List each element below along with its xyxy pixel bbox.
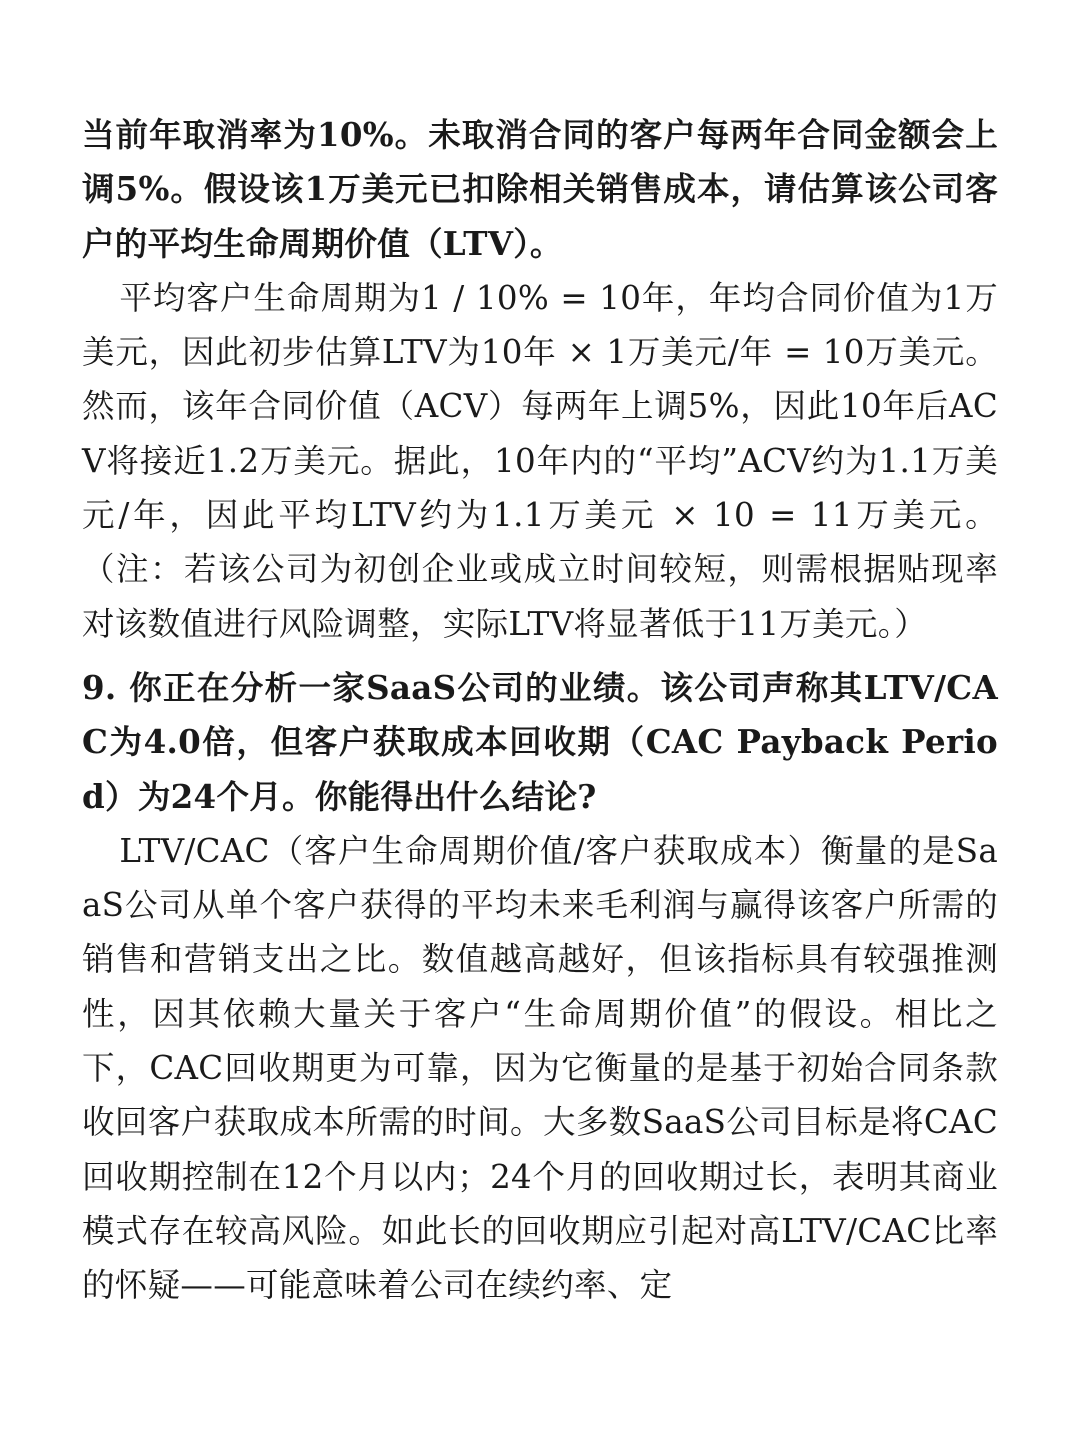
answer-9-text: LTV/CAC（客户生命周期价值/客户获取成本）衡量的是SaaS公司从单个客户获得的平均未来毛利润与赢得该客户所需的销售和营销支出之比。数值越高越好，但该指标具有较强推测性，因其依赖大量关于客户“生命周期价值”的假设。相比之下，CAC回收期更为可靠，因为它衡量的是基于初始合同条款收回客户获取成本所需的时间。大多数SaaS公司目标是将CAC回收期控制在12个月以内；24个月的回收期过长，表明其商业模式存在较高风险。如此长的回收期应引起对高LTV/CAC比率的怀疑——可能意味着公司在续约率、定 (82, 831, 998, 1305)
answer-text-ltv: 平均客户生命周期为1 / 10% = 10年，年均合同价值为1万美元，因此初步估算LTV为10年 × 1万美元/年 = 10万美元。然而，该年合同价值（ACV）每两年上调5%，因此10年后ACV将接近1.2万美元。据此，10年内的“平均”ACV约为1.1万美元/年，因此平均LTV约为1.1万美元 × 10 = 11万美元。（注：若该公司为初创企业或成立时间较短，则需根据贴现率对该数值进行风险调整，实际LTV将显著低于11万美元。） (82, 278, 998, 643)
question-text-continued: 当前年取消率为10%。未取消合同的客户每两年合同金额会上调5%。假设该1万美元已扣除相关销售成本，请估算该公司客户的平均生命周期价值（LTV）。 (82, 115, 998, 263)
question-9-text: 9. 你正在分析一家SaaS公司的业绩。该公司声称其LTV/CAC为4.0倍，但客户获取成本回收期（CAC Payback Period）为24个月。你能得出什么结论? (82, 667, 998, 816)
document-page (82, 108, 998, 1313)
